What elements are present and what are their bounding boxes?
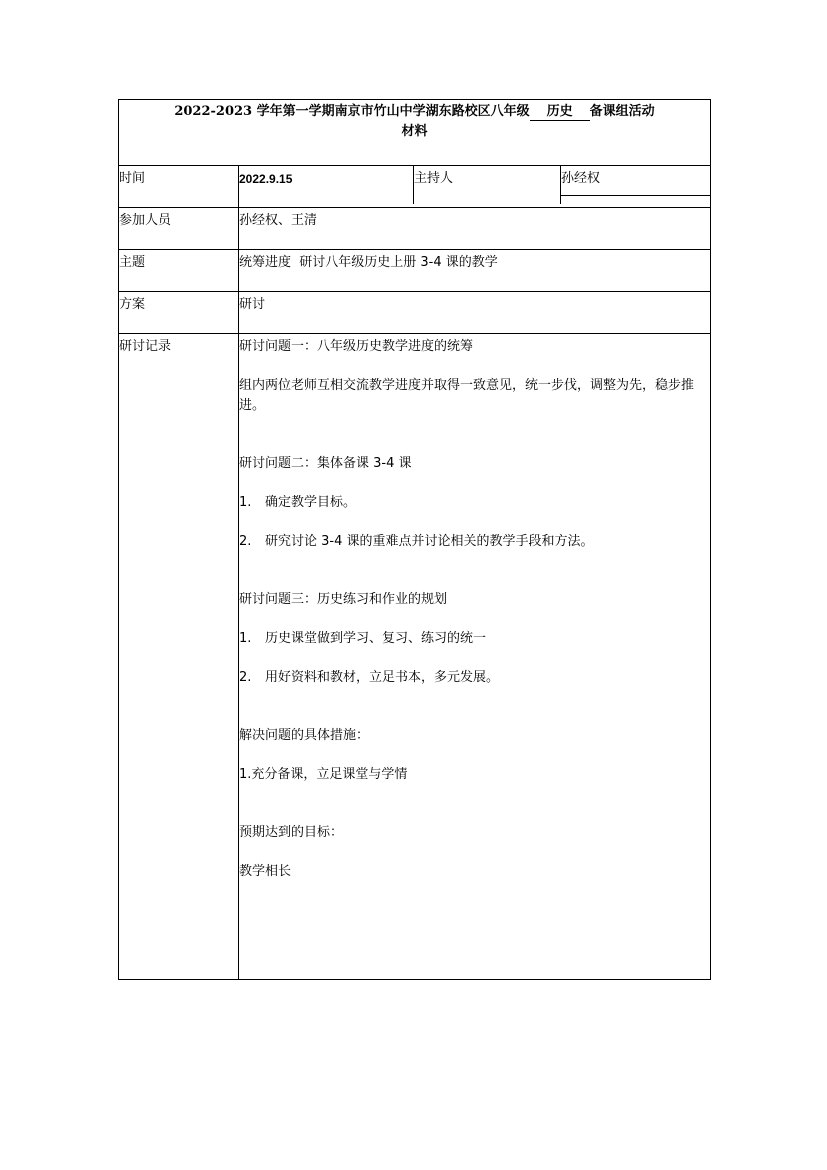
record-label: 研讨记录 [119, 334, 239, 980]
list-number: 1. [239, 495, 252, 510]
list-text: 确定教学目标。 [265, 495, 357, 510]
list-text: 用好资料和教材，立足书本，多元发展。 [265, 670, 500, 685]
list-number: 2. [239, 670, 252, 685]
topic-value: 统筹进度 研讨八年级历史上册 3-4 课的教学 [239, 250, 711, 292]
measures-text: 1.充分备课，立足课堂与学情 [239, 767, 408, 782]
list-item [239, 493, 710, 513]
list-item [239, 668, 710, 688]
participants-label: 参加人员 [119, 208, 239, 250]
q1-title: 研讨问题一：八年级历史教学进度的统筹 [239, 339, 474, 354]
time-value: 2022.9.15 [239, 172, 293, 186]
list-item [239, 532, 710, 552]
list-number: 1. [239, 631, 252, 646]
title-subject: 历史 [530, 103, 590, 121]
time-label: 时间 [119, 166, 239, 208]
measures-title: 解决问题的具体措施： [239, 728, 370, 743]
plan-value: 研讨 [239, 292, 711, 334]
q3-title: 研讨问题三：历史练习和作业的规划 [239, 592, 448, 607]
list-item [239, 629, 710, 649]
document-title [119, 100, 711, 166]
record-content [239, 334, 711, 980]
list-text: 研究讨论 3-4 课的重难点并讨论相关的教学手段和方法。 [265, 534, 594, 549]
plan-label: 方案 [119, 292, 239, 334]
q2-title: 研讨问题二：集体备课 3-4 课 [239, 456, 412, 471]
host-value: 孙经权 [561, 166, 710, 196]
participants-value: 孙经权、王清 [239, 208, 711, 250]
list-text: 历史课堂做到学习、复习、练习的统一 [265, 631, 487, 646]
topic-label: 主题 [119, 250, 239, 292]
list-number: 2. [239, 534, 252, 549]
title-line2: 材料 [401, 124, 428, 139]
time-host-row [239, 166, 711, 208]
goal-text: 教学相长 [239, 864, 292, 879]
title-suffix: 备课组活动 [589, 104, 655, 119]
q1-text: 组内两位老师互相交流教学进度并取得一致意见，统一步伐，调整为先，稳步推进。 [239, 378, 695, 413]
goal-title: 预期达到的目标： [239, 825, 344, 840]
title-prefix: 2022-2023 学年第一学期南京市竹山中学湖东路校区八年级 [174, 104, 530, 119]
host-label: 主持人 [414, 166, 561, 204]
activity-record-table [118, 99, 711, 980]
